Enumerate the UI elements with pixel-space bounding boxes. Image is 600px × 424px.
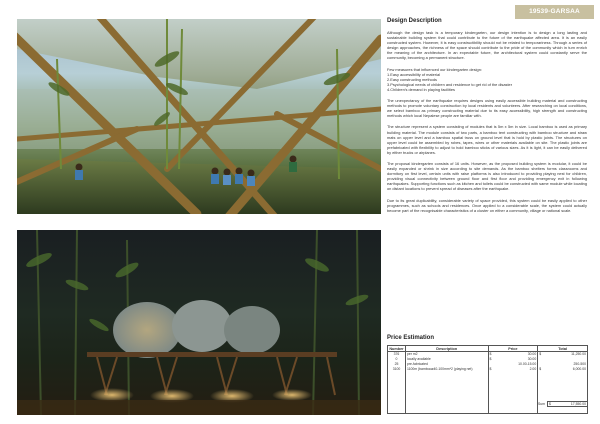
list-item: 1.Easy accessibility of material xyxy=(387,71,440,77)
column-header: Number xyxy=(389,346,404,351)
sum-value-box xyxy=(547,401,588,407)
description-paragraph: The structure represent a system consisting of modules that is 5m x 5m in size. Local bamboo is used as primary building material. The module consists of two parts, a bamboo tent constructing with bamboo structure and straw mats on upper level and a bamboo spatial truss on ground level that is hold by plastic joints. The structures on upper level could be assembled by robes, tapes, wires or other materials available on site. The plastic joints are prefabricated with flexibility to adjust to hold bamboo sticks of various sizes. As it is light, it can be easily delivered by either trucks or airplanes. xyxy=(387,124,587,155)
sum-value: 17,550.00 xyxy=(570,402,586,406)
cell-number: 25 xyxy=(388,362,406,367)
design-description xyxy=(387,18,587,219)
cell-total: 250-500 xyxy=(538,362,588,367)
description-paragraph: The proposal kindergarten consists of 16 units. However, as the proposed building system is modular, it could be easily expanded or shrink in size according to site demands. As the bamboo shelters forms classrooms and dormitory on first level, certain units with raise platforms is also introduced to providing playing nest for children, providing visual connectivity between ground floor and first floor and providing emergency exit in following earthquakes. Supporting functions such as kitchen and toilets could be constructed with same module while locating on distant locations to prevent spread of diseases after the earthquake. xyxy=(387,160,587,192)
column-header: Description xyxy=(405,346,488,352)
cell-number: 3100 xyxy=(388,367,406,372)
cell-number: 0 xyxy=(388,357,406,362)
night-rendering-image xyxy=(17,230,381,415)
cell-description: 1100m (bambooø40-100mm*2 (playing net) xyxy=(405,367,488,372)
description-paragraph: Due to its great duplicability, considerable variety of space provided, this system could be easily applied to other programmes, such as schools and residences. Once applied to a considerable scale, the system could actually become part of the recognisable characteristics of a cluster on either a community, village or national scale. xyxy=(387,197,587,213)
interior-rendering-image xyxy=(17,19,381,214)
description-paragraph: The unexpectancy of the earthquake requires designs using easily accessible building material and constructing methods to promote voluntary construction by local residents and volunteers. After researching on local conditions, we select bamboo as primary constructing material due to its easy accessibility, high strength and constructing methods which local Nepalese people are familiar with. xyxy=(387,98,587,119)
sum-currency: $ xyxy=(548,402,551,406)
cell-description: pre-fabricated xyxy=(405,362,488,367)
submission-id-tag: 19539-GARSAA xyxy=(515,5,594,19)
price-estimation-title: Price Estimation xyxy=(387,335,435,341)
cell-number: 376 xyxy=(388,352,406,357)
night-rendering-art xyxy=(17,230,381,415)
sum-label: Sum xyxy=(538,402,545,406)
list-item: 3.Psychological needs of children and residence to get rid of the disaster xyxy=(387,81,513,87)
cell-price: $ 2.00 xyxy=(489,367,537,372)
cell-total: $ 6,000.00 xyxy=(539,367,586,372)
cell-total: $ 11,250.00 xyxy=(539,352,586,357)
sum-total xyxy=(538,401,588,407)
list-item: 4.Children's demand in playing facilities xyxy=(387,86,456,92)
cell-price: $ 30.00 xyxy=(489,352,537,357)
list-item: 2.Easy constructing methods xyxy=(387,76,437,82)
description-paragraph: Although the design task is a temporary kindergarten, our design intention is to design a long lasting and sustainable building system that could contribute to the future of the earthquake affected area. It is an easily constructed system. However, it is easy constructibility should not be related to temporariness. Through a series of design approaches, the richness of the space should contribute to the pride of the community which in turn enrich the meaning of the architecture. In an expectable future, the architectural system could constantly serve the community, becoming a permanent structure. xyxy=(387,30,587,61)
cell-description: locally available xyxy=(405,357,488,362)
interior-rendering-art xyxy=(17,19,381,214)
table-row-empty xyxy=(388,372,588,414)
cell-price: $ 30.00 xyxy=(489,357,537,362)
measures-list xyxy=(387,72,587,92)
cell-price: 10.00-15.00 xyxy=(488,362,538,367)
cell-description: per m2 xyxy=(405,352,488,357)
description-title: Design Description xyxy=(387,18,442,24)
column-header: Total xyxy=(538,346,588,352)
measures-intro: Few measures that influenced our kindergarten design: xyxy=(387,66,482,72)
column-header: Price xyxy=(488,346,538,352)
